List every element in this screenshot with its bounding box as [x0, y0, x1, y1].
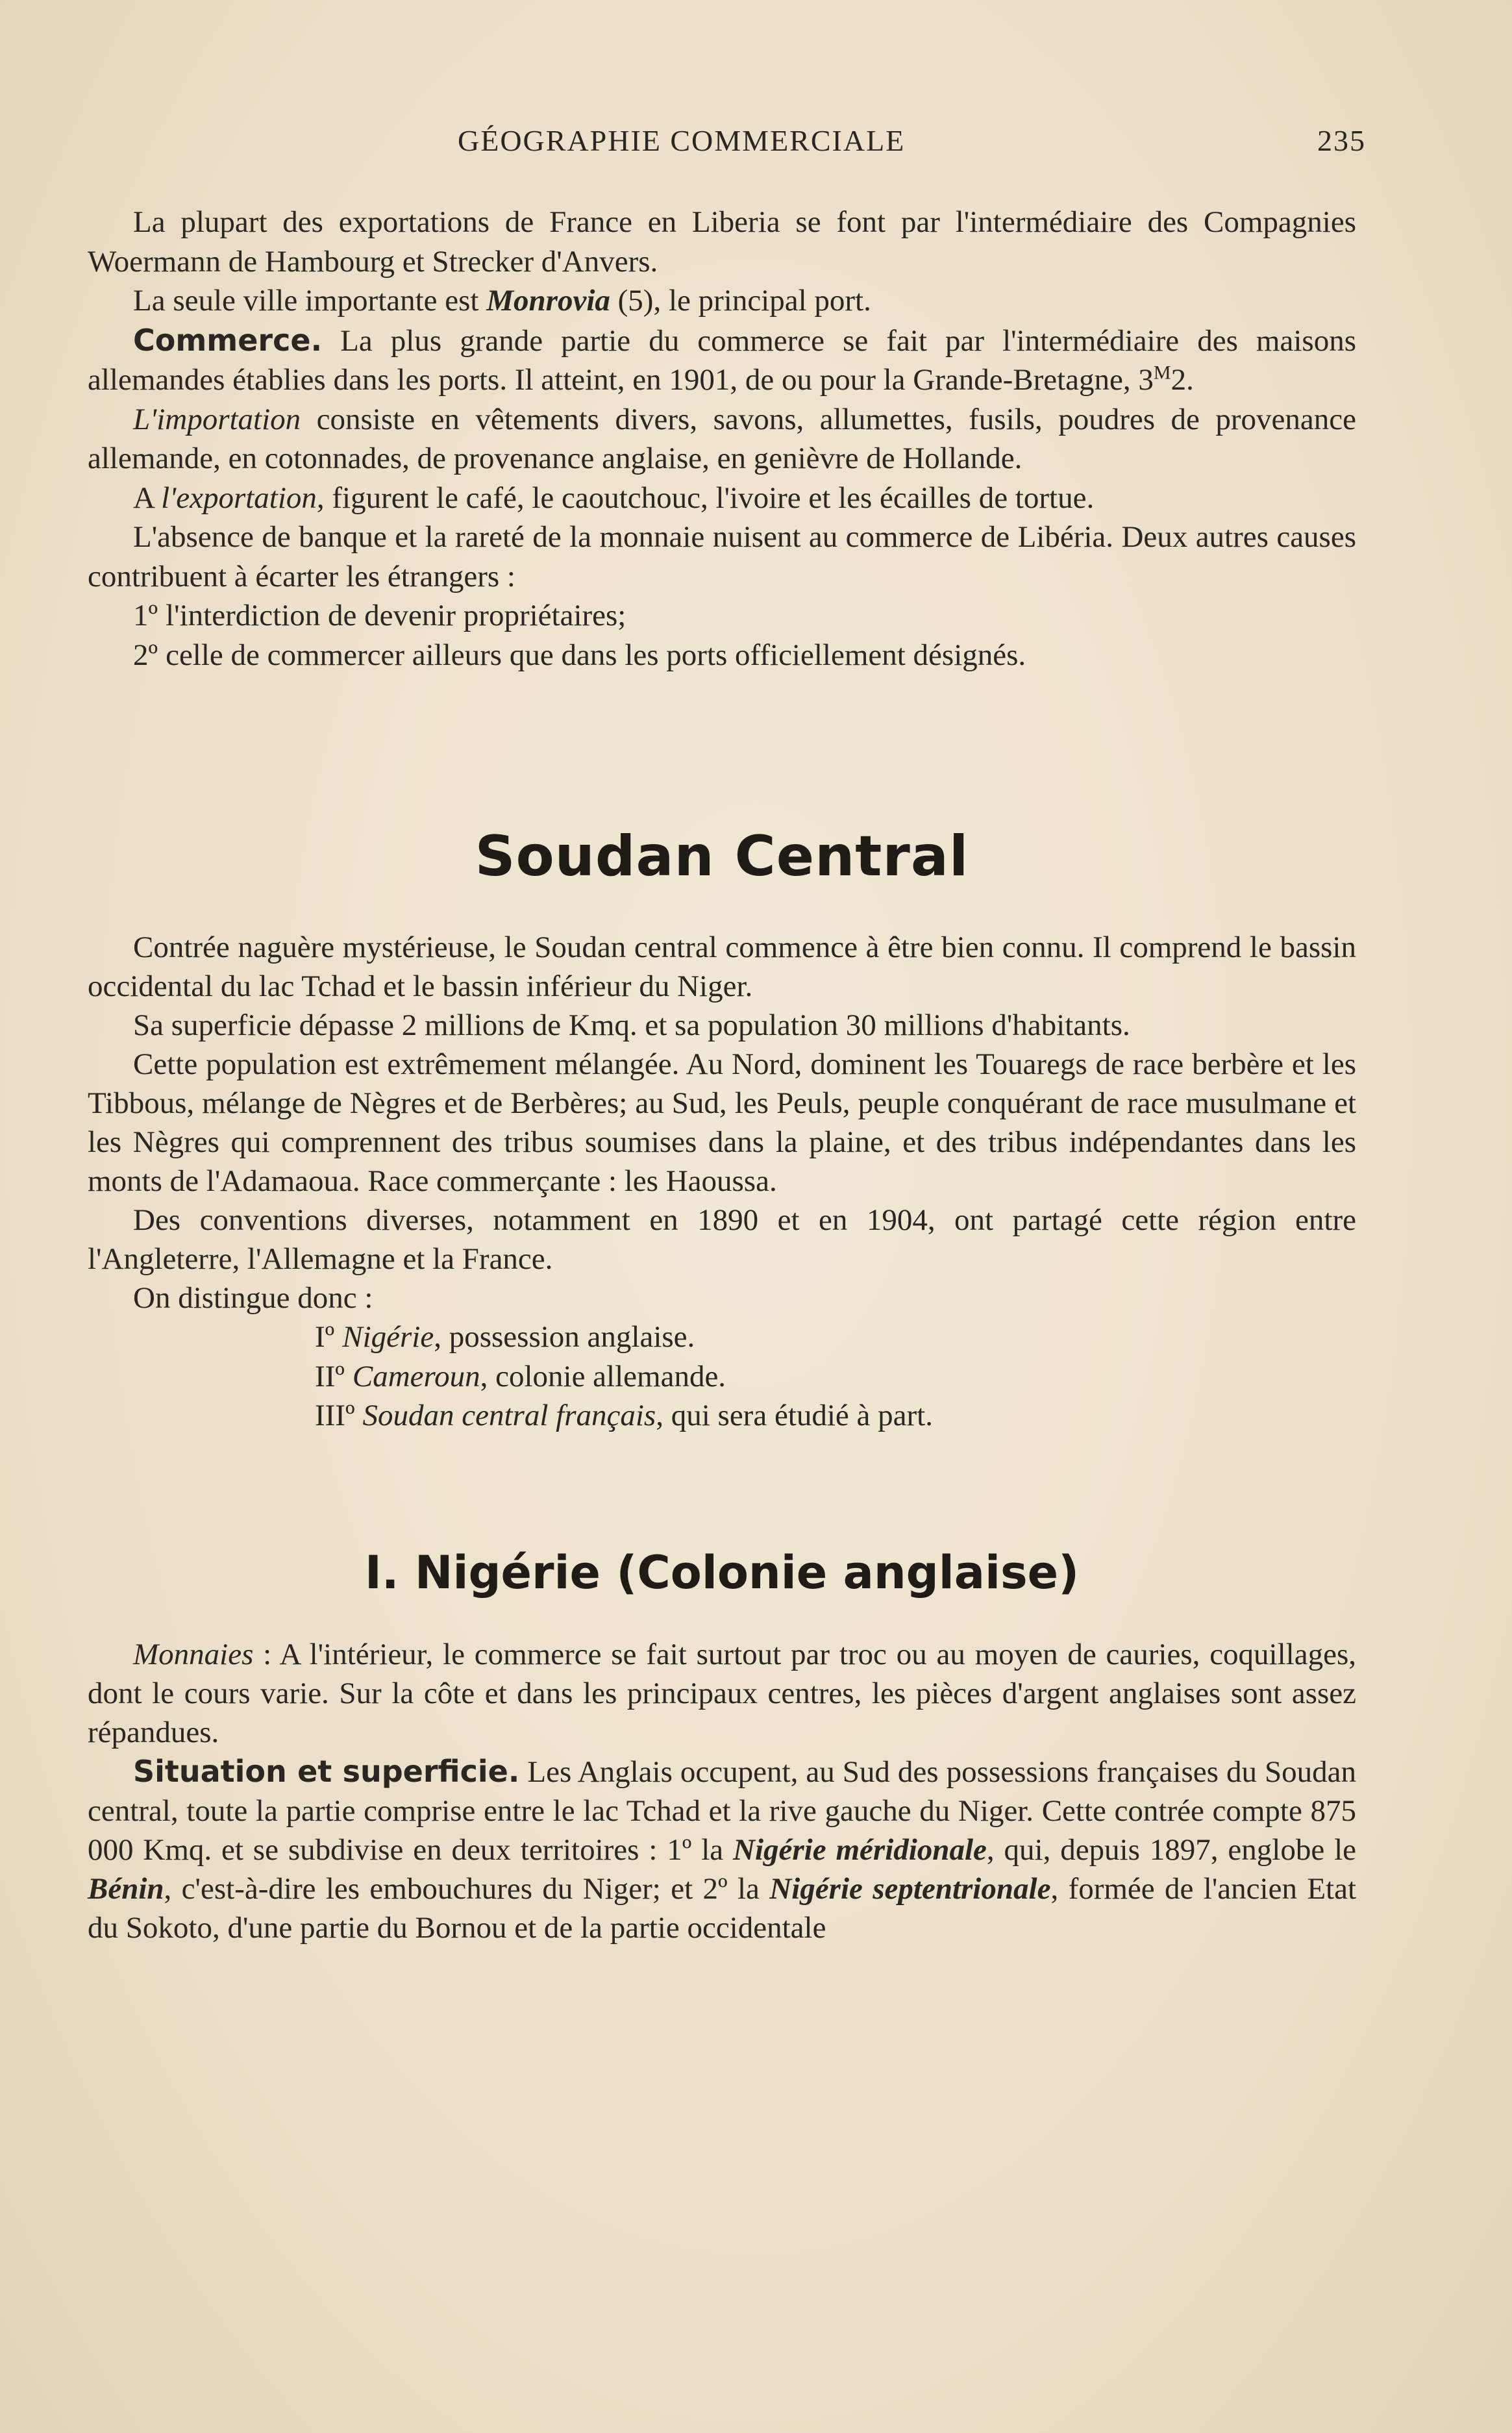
paragraph-distingue: On distingue donc :	[133, 1281, 373, 1315]
page-number: 235	[1317, 124, 1366, 157]
paragraph-exports-france: La plupart des exportations de France en Liberia se font par l'intermédiaire des Compagnies Woermann de Hambourg et Strecker d'Anvers.	[88, 205, 1356, 279]
paragraph-conventions: Des conventions diverses, notamment en 1890 et en 1904, ont partagé cette région entre l'Angleterre, l'Allemagne et la France.	[88, 1203, 1356, 1276]
paragraph-importation: L'importation consiste en vêtements divers, savons, allumettes, fusils, poudres de provenance allemande, en cotonnades, de provenance anglaise, en genièvre de Hollande.	[88, 402, 1356, 475]
section-title-nigeria: I. Nigérie (Colonie anglaise)	[364, 1545, 1080, 1599]
lead-monnaies: Monnaies	[133, 1637, 254, 1671]
list-item: Iº Nigérie, possession anglaise.	[315, 1320, 695, 1354]
paragraph-population: Cette population est extrêmement mélangée. Au Nord, dominent les Touaregs de race berbère et les Tibbous, mélange de Nègres et de Berbères; au Sud, les Peuls, peuple conquérant de race musulmane et les Nègres qui comprennent des tribus soumises dans la plaine, et des tribus indépendantes dans les monts de l'Adamaoua. Race commerçante : les Haoussa.	[88, 1047, 1356, 1198]
list-item: 1º l'interdiction de devenir propriétaires;	[133, 599, 626, 632]
paragraph-superficie: Sa superficie dépasse 2 millions de Kmq. et sa population 30 millions d'habitants.	[133, 1008, 1130, 1042]
running-header	[88, 123, 1366, 175]
causes-list	[88, 596, 1356, 675]
paragraph-monnaies: Monnaies : A l'intérieur, le commerce se fait surtout par troc ou au moyen de cauries, coquillages, dont le cours varie. Sur la côte et dans les principaux centres, les pièces d'argent anglaises sont assez répandues.	[88, 1637, 1356, 1749]
parts-list	[88, 1317, 1356, 1436]
liberia-section	[88, 203, 1356, 675]
lead-exportation: l'exportation	[161, 480, 317, 515]
paragraph-exportation: A l'exportation, figurent le café, le caoutchouc, l'ivoire et les écailles de tortue.	[133, 480, 1095, 515]
soudan-section	[88, 928, 1356, 1436]
list-item: IIIº Soudan central français, qui sera étudié à part.	[315, 1399, 933, 1432]
paragraph-commerce: Commerce. La plus grande partie du commerce se fait par l'intermédiaire des maisons allemandes établies dans les ports. Il atteint, en 1901, de ou pour la Grande-Bretagne, $3^M2$.	[88, 322, 1356, 397]
running-title: GÉOGRAPHIE COMMERCIALE	[458, 124, 906, 157]
paragraph-main-port: La seule ville importante est Monrovia (5), le principal port.	[133, 284, 871, 318]
lead-commerce: Commerce.	[133, 322, 323, 358]
lead-situation: Situation et superficie.	[133, 1753, 520, 1789]
city-name: Monrovia	[486, 284, 610, 318]
paragraph-intro: Contrée naguère mystérieuse, le Soudan central commence à être bien connu. Il comprend le bassin occidental du lac Tchad et le bassin inférieur du Niger.	[88, 930, 1356, 1003]
section-title-soudan: Soudan Central	[475, 824, 969, 889]
list-item: 2º celle de commercer ailleurs que dans les ports officiellement désignés.	[133, 638, 1026, 672]
paragraph-situation: Situation et superficie. Les Anglais occupent, au Sud des possessions françaises du Soudan central, toute la partie comprise entre le lac Tchad et la rive gauche du Niger. Cette contrée compte 875 000 Kmq. et se subdivise en deux territoires : 1º la Nigérie méridionale, qui, depuis 1897, englobe le Bénin, c'est-à-dire les embouchures du Niger; et 2º la Nigérie septentrionale, formée de l'ancien Etat du Sokoto, d'une partie du Bornou et de la partie occidentale	[88, 1753, 1357, 1945]
lead-importation: L'importation	[133, 402, 301, 436]
nigeria-section	[88, 1635, 1356, 1947]
list-item: IIº Cameroun, colonie allemande.	[315, 1359, 726, 1393]
paragraph-obstacles: L'absence de banque et la rareté de la monnaie nuisent au commerce de Libéria. Deux autres causes contribuent à écarter les étrangers :	[88, 520, 1356, 593]
